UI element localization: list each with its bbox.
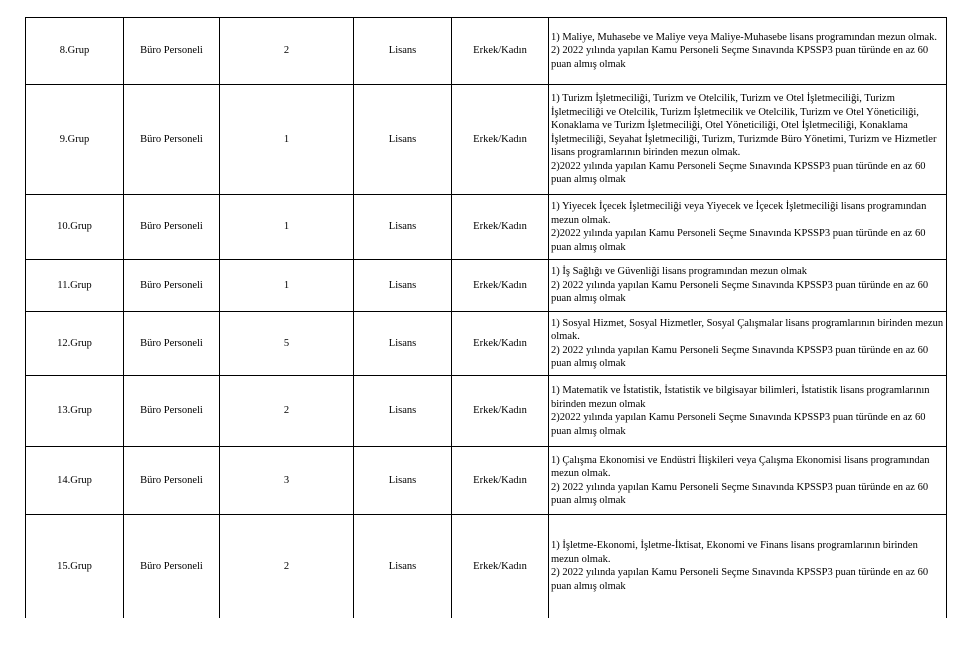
gender-cell: Erkek/Kadın <box>452 312 549 376</box>
requirements-cell: 1) Maliye, Muhasebe ve Maliye veya Maliye-Muhasebe lisans programından mezun olmak. 2) 2022 yılında yapılan Kamu Personeli Seçme Sınavında KPSSP3 puan türünde en az 60 puan almış olmak <box>549 18 947 85</box>
title-cell: Büro Personeli <box>124 260 220 312</box>
title-cell: Büro Personeli <box>124 376 220 447</box>
education-cell: Lisans <box>354 515 452 618</box>
count-cell: 5 <box>220 312 354 376</box>
title-cell: Büro Personeli <box>124 515 220 618</box>
education-cell: Lisans <box>354 195 452 260</box>
table-row <box>26 376 947 447</box>
group-cell: 8.Grup <box>26 18 124 85</box>
group-cell: 11.Grup <box>26 260 124 312</box>
title-cell: Büro Personeli <box>124 18 220 85</box>
title-cell: Büro Personeli <box>124 447 220 515</box>
gender-cell: Erkek/Kadın <box>452 195 549 260</box>
title-cell: Büro Personeli <box>124 195 220 260</box>
gender-cell: Erkek/Kadın <box>452 18 549 85</box>
gender-cell: Erkek/Kadın <box>452 376 549 447</box>
requirements-cell: 1) Matematik ve İstatistik, İstatistik ve bilgisayar bilimleri, İstatistik lisans programlarının birinden mezun olmak 2)2022 yılında yapılan Kamu Personeli Seçme Sınavında KPSSP3 puan türünde en az 60 puan almış olmak <box>549 376 947 447</box>
education-cell: Lisans <box>354 85 452 195</box>
group-cell: 12.Grup <box>26 312 124 376</box>
group-cell: 15.Grup <box>26 515 124 618</box>
requirements-cell: 1) Turizm İşletmeciliği, Turizm ve Otelcilik, Turizm ve Otel İşletmeciliği, Turizm İşletmeciliği ve Otelcilik, Turizm İşletmecilik ve Otelcilik, Turizm ve Otel Yöneticiliği, Konaklama ve Turizm İşletmeciliği, Otel Yöneticiliği, Otel İşletmeciliği, Konaklama İşletmeciliği, Seyahat İşletmeciliği, Turizm, Turizmde Büro Yönetimi, Turizm ve Hizmetler lisans programlarının birinden mezun olmak. 2)2022 yılında yapılan Kamu Personeli Seçme Sınavında KPSSP3 puan türünde en az 60 puan almış olmak <box>549 85 947 195</box>
education-cell: Lisans <box>354 447 452 515</box>
table-row <box>26 195 947 260</box>
education-cell: Lisans <box>354 376 452 447</box>
count-cell: 1 <box>220 85 354 195</box>
requirements-cell: 1) İşletme-Ekonomi, İşletme-İktisat, Ekonomi ve Finans lisans programlarının birinden mezun olmak. 2) 2022 yılında yapılan Kamu Personeli Seçme Sınavında KPSSP3 puan türünde en az 60 puan almış olmak <box>549 515 947 618</box>
gender-cell: Erkek/Kadın <box>452 85 549 195</box>
count-cell: 2 <box>220 515 354 618</box>
table-row <box>26 312 947 376</box>
gender-cell: Erkek/Kadın <box>452 260 549 312</box>
count-cell: 2 <box>220 376 354 447</box>
table-row <box>26 515 947 618</box>
title-cell: Büro Personeli <box>124 312 220 376</box>
positions-table <box>25 17 947 618</box>
table-row <box>26 18 947 85</box>
table-row <box>26 447 947 515</box>
gender-cell: Erkek/Kadın <box>452 447 549 515</box>
requirements-cell: 1) Sosyal Hizmet, Sosyal Hizmetler, Sosyal Çalışmalar lisans programlarının birinden mezun olmak. 2) 2022 yılında yapılan Kamu Personeli Seçme Sınavında KPSSP3 puan türünde en az 60 puan almış olmak <box>549 312 947 376</box>
requirements-cell: 1) Yiyecek İçecek İşletmeciliği veya Yiyecek ve İçecek İşletmeciliği lisans programından mezun olmak. 2)2022 yılında yapılan Kamu Personeli Seçme Sınavında KPSSP3 puan türünde en az 60 puan almış olmak <box>549 195 947 260</box>
table-row <box>26 260 947 312</box>
group-cell: 10.Grup <box>26 195 124 260</box>
education-cell: Lisans <box>354 312 452 376</box>
gender-cell: Erkek/Kadın <box>452 515 549 618</box>
count-cell: 3 <box>220 447 354 515</box>
group-cell: 9.Grup <box>26 85 124 195</box>
count-cell: 1 <box>220 195 354 260</box>
education-cell: Lisans <box>354 18 452 85</box>
count-cell: 2 <box>220 18 354 85</box>
group-cell: 14.Grup <box>26 447 124 515</box>
requirements-cell: 1) İş Sağlığı ve Güvenliği lisans programından mezun olmak 2) 2022 yılında yapılan Kamu Personeli Seçme Sınavında KPSSP3 puan türünde en az 60 puan almış olmak <box>549 260 947 312</box>
group-cell: 13.Grup <box>26 376 124 447</box>
requirements-cell: 1) Çalışma Ekonomisi ve Endüstri İlişkileri veya Çalışma Ekonomisi lisans programından mezun olmak. 2) 2022 yılında yapılan Kamu Personeli Seçme Sınavında KPSSP3 puan türünde en az 60 puan almış olmak <box>549 447 947 515</box>
table-row <box>26 85 947 195</box>
title-cell: Büro Personeli <box>124 85 220 195</box>
education-cell: Lisans <box>354 260 452 312</box>
count-cell: 1 <box>220 260 354 312</box>
